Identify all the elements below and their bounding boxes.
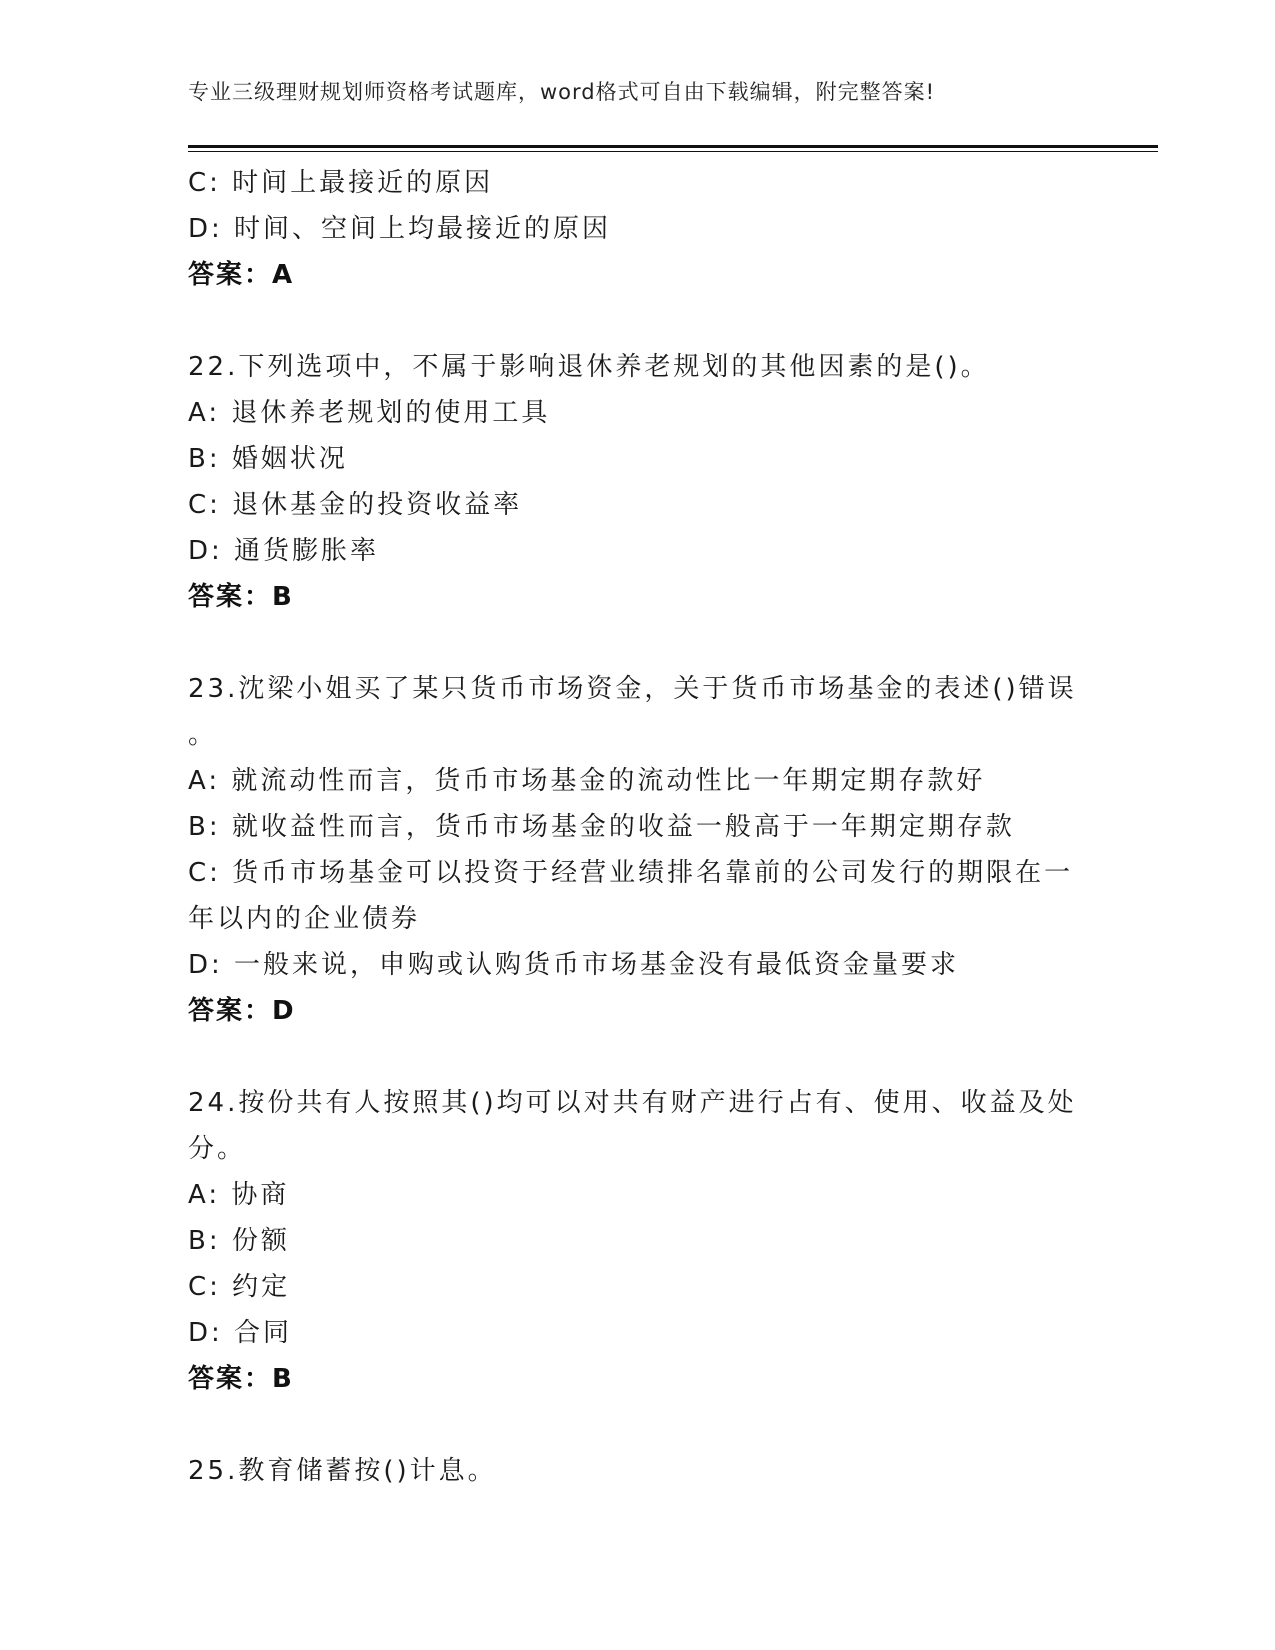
answer-line: 答案：B [188, 582, 294, 612]
option-a: A: 退休养老规划的使用工具 [188, 398, 551, 428]
question-stem: 25.教育储蓄按()计息。 [188, 1456, 497, 1486]
option-d: D: 合同 [188, 1318, 293, 1348]
option-c: C: 约定 [188, 1272, 291, 1302]
question-21-tail [188, 160, 1088, 298]
option-d: D: 通货膨胀率 [188, 536, 380, 566]
option-d: D: 一般来说，申购或认购货币市场基金没有最低资金量要求 [188, 950, 960, 980]
question-stem: 22.下列选项中，不属于影响退休养老规划的其他因素的是()。 [188, 352, 990, 382]
page-header: 专业三级理财规划师资格考试题库，word格式可自由下载编辑，附完整答案! [188, 80, 936, 104]
spacer [188, 1034, 1088, 1080]
question-stem-continued: 。 [188, 720, 218, 750]
option-a: A: 就流动性而言，货币市场基金的流动性比一年期定期存款好 [188, 766, 986, 796]
option-c-continued: 年以内的企业债券 [188, 904, 421, 934]
option-c: C: 货币市场基金可以投资于经营业绩排名靠前的公司发行的期限在一 [188, 858, 1074, 888]
question-25 [188, 1448, 1088, 1494]
option-c: C: 退休基金的投资收益率 [188, 490, 523, 520]
option-c: C: 时间上最接近的原因 [188, 168, 494, 198]
spacer [188, 298, 1088, 344]
answer-line: 答案：A [188, 260, 295, 290]
header-rule-thin [188, 151, 1158, 152]
question-stem: 23.沈梁小姐买了某只货币市场资金，关于货币市场基金的表述()错误 [188, 674, 1077, 704]
option-b: B: 就收益性而言，货币市场基金的收益一般高于一年期定期存款 [188, 812, 1015, 842]
question-stem-continued: 分。 [188, 1134, 247, 1164]
header-rule-thick [188, 145, 1158, 148]
question-24 [188, 1080, 1088, 1402]
question-content [188, 160, 1088, 1494]
option-d: D: 时间、空间上均最接近的原因 [188, 214, 612, 244]
option-a: A: 协商 [188, 1180, 290, 1210]
question-stem: 24.按份共有人按照其()均可以对共有财产进行占有、使用、收益及处 [188, 1088, 1077, 1118]
spacer [188, 620, 1088, 666]
spacer [188, 1402, 1088, 1448]
option-b: B: 份额 [188, 1226, 290, 1256]
answer-line: 答案：B [188, 1364, 294, 1394]
answer-line: 答案：D [188, 996, 296, 1026]
question-23 [188, 666, 1088, 1034]
option-b: B: 婚姻状况 [188, 444, 348, 474]
question-22 [188, 344, 1088, 620]
